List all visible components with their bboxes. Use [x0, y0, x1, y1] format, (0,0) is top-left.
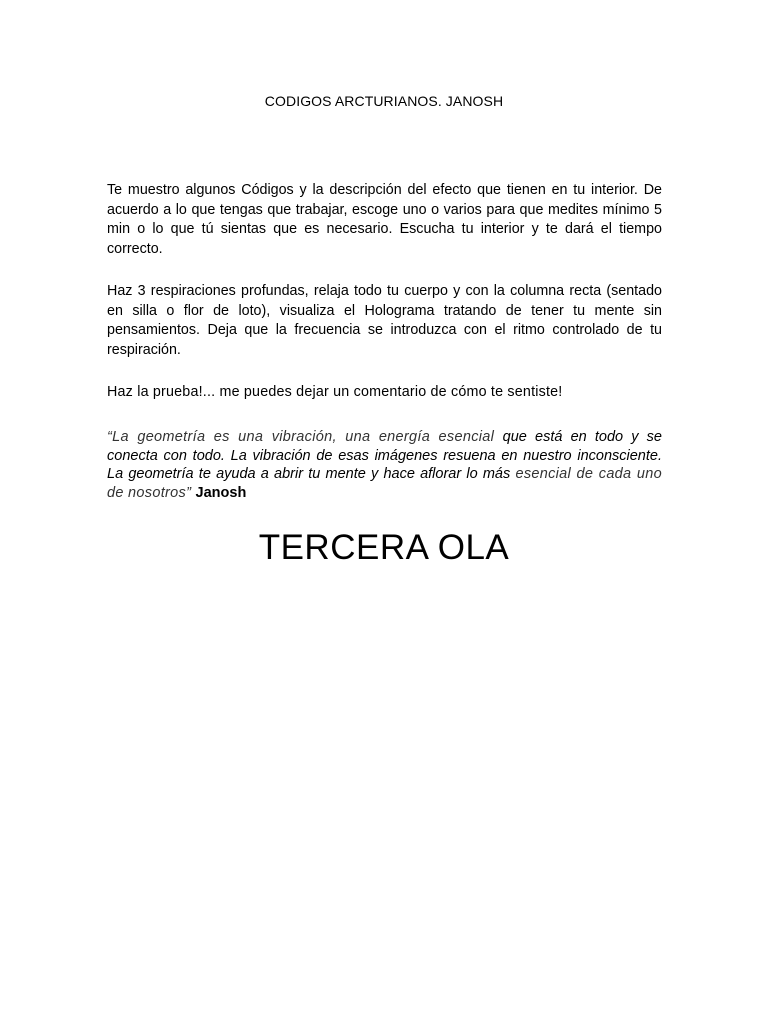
quote-part-1: “La geometría es una vibración, una energía esencial	[107, 429, 503, 445]
quote-block	[107, 428, 662, 502]
intro-paragraph: Te muestro algunos Códigos y la descripción del efecto que tienen en tu interior. De acuerdo a lo que tengas que trabajar, escoge uno o varios para que medites mínimo 5 min o lo que tú sientas que es necesario. Escucha tu interior y te dará el tiempo correcto.	[107, 182, 662, 257]
instructions-paragraph: Haz 3 respiraciones profundas, relaja todo tu cuerpo y con la columna recta (sentado en silla o flor de loto), visualiza el Holograma tratando de tener tu mente sin pensamientos. Deja que la frecuencia se introduzca con el ritmo controlado de tu respiración.	[107, 283, 662, 358]
quote-part-2: que está en todo y se conecta con todo. La vibración de esas imágenes resuena en nuestro inconsciente. La geometría te ayuda a abrir tu mente y hace aflorar lo más	[107, 429, 662, 482]
section-heading: TERCERA OLA	[258, 528, 510, 567]
quote-part-3: esencial de cada uno de nosotros”	[107, 466, 662, 501]
quote-author: Janosh	[195, 484, 247, 501]
document-title: CODIGOS ARCTURIANOS. JANOSH	[264, 93, 504, 109]
invitation-paragraph: Haz la prueba!... me puedes dejar un comentario de cómo te sentiste!	[107, 384, 563, 400]
